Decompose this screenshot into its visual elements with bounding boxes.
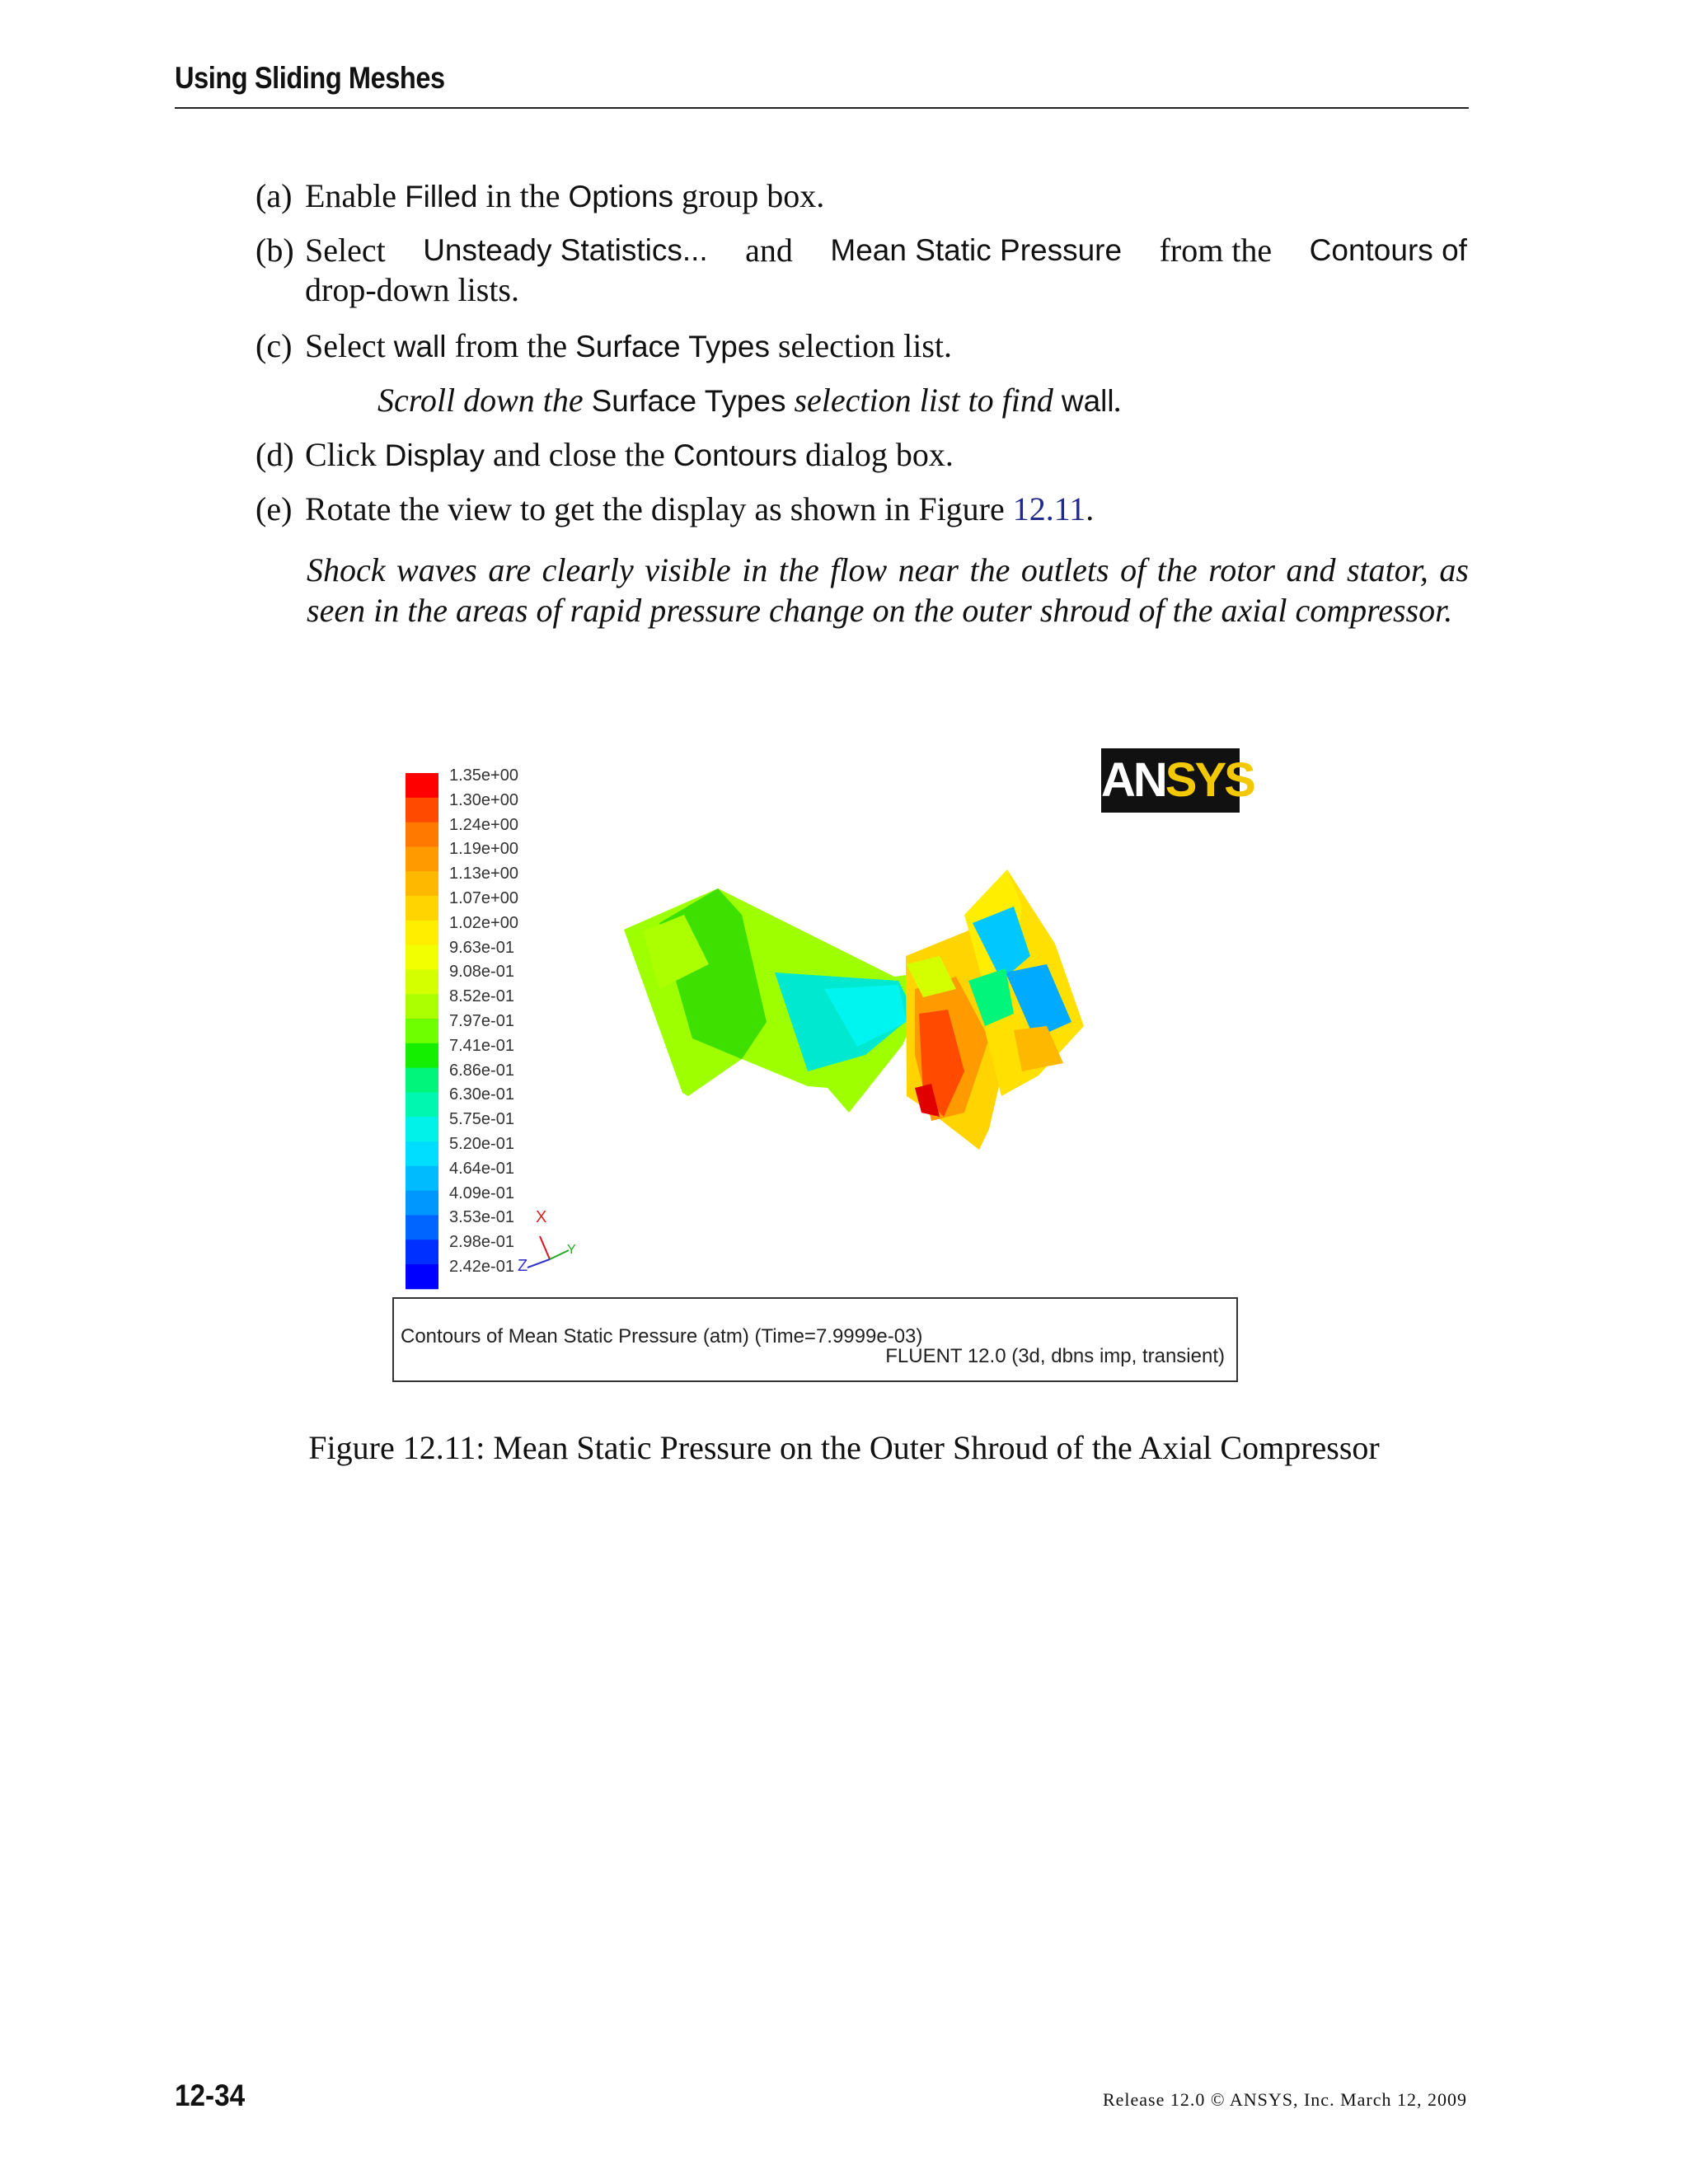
legend-value: 1.35e+00 [449,766,518,785]
legend-swatch [406,1117,438,1141]
figure-caption: Figure 12.11: Mean Static Pressure on the Outer Shroud of the Axial Compressor [308,1429,1380,1466]
legend-value: 3.53e-01 [449,1208,514,1227]
ui-term: Surface Types [591,384,786,418]
legend-value: 1.24e+00 [449,815,518,834]
legend-swatch [406,1141,438,1166]
step-text: dialog box. [796,436,954,473]
legend-value: 1.19e+00 [449,840,518,859]
step-text: . [1085,490,1095,527]
legend-swatch [406,994,438,1019]
legend-value: 2.42e-01 [449,1258,514,1276]
step-text: in the [477,177,569,214]
note-text: Scroll down the [377,382,592,419]
legend-value: 8.52e-01 [449,987,514,1006]
legend-value: 2.98e-01 [449,1233,514,1252]
legend-swatch [406,871,438,896]
color-legend [406,773,438,1289]
ui-term: Surface Types [575,330,770,363]
note-text: . [1114,382,1123,419]
step-label: (c) [256,327,293,364]
step-text: Click [305,436,385,473]
legend-swatch [406,896,438,921]
step-c [256,326,1467,367]
ui-term: Options [568,180,673,213]
legend-value: 6.86e-01 [449,1061,514,1080]
release-footer: Release 12.0 © ANSYS, Inc. March 12, 2009 [1102,2089,1467,2110]
step-label: (a) [256,177,293,214]
legend-value: 5.20e-01 [449,1135,514,1153]
legend-swatch [406,1043,438,1068]
step-e [256,490,1467,529]
step-label: (e) [256,490,293,527]
shock-wave-paragraph: Shock waves are clearly visible in the flow near the outlets of the rotor and stator, as seen in the areas of rapid pressure change on the outer shroud of the axial compressor. [307,551,1469,629]
step-text: and [737,232,801,269]
ui-term: Contours [673,438,797,472]
step-a [256,176,1467,217]
running-header: Using Sliding Meshes [175,61,445,95]
logo-text: ANSYS [1101,753,1254,807]
shroud-contour [624,869,1084,1150]
step-text: selection list. [769,327,953,364]
axis-label-y: Y [567,1243,576,1257]
legend-value: 1.30e+00 [449,790,518,809]
note-text: selection list to find [785,382,1062,419]
legend-swatch [406,773,438,798]
plot-caption-line1: Contours of Mean Static Pressure (atm) (Time=7.9999e-03) [401,1325,923,1347]
legend-value: 6.30e-01 [449,1085,514,1104]
step-text: drop-down lists. [305,271,519,308]
axes-triad [528,1236,569,1268]
legend-swatch [406,1019,438,1043]
step-b [256,231,1467,310]
ui-term: wall [1061,384,1114,418]
header-rule [175,107,1469,109]
legend-value: 4.09e-01 [449,1183,514,1202]
legend-value: 1.13e+00 [449,865,518,883]
ui-term: Contours of [1309,233,1467,267]
step-text: and close the [485,436,673,473]
legend-swatch [406,1215,438,1240]
legend-swatch [406,1068,438,1093]
legend-value: 9.63e-01 [449,938,514,957]
step-text: Select [305,232,394,269]
step-text: Select [305,327,394,364]
step-text: group box. [673,177,825,214]
figure-link[interactable]: 12.11 [1012,490,1086,527]
page-number: 12-34 [175,2079,246,2112]
legend-swatch [406,945,438,970]
scroll-note [377,381,1123,421]
ui-term: Unsteady Statistics... [423,233,708,267]
contour-plot [387,742,1294,1319]
axis-label-x: X [536,1208,547,1226]
legend-swatch [406,798,438,823]
ui-term: Display [384,438,485,472]
legend-value: 9.08e-01 [449,963,514,982]
step-text: Enable [305,177,406,214]
step-label: (d) [256,436,294,473]
plot-caption-line2: FLUENT 12.0 (3d, dbns imp, transient) [885,1345,1225,1367]
legend-swatch [406,1264,438,1289]
legend-swatch [406,1092,438,1117]
legend-value: 1.02e+00 [449,913,518,932]
legend-swatch [406,1166,438,1191]
ui-term: Filled [405,180,478,213]
legend-swatch [406,1240,438,1264]
legend-swatch [406,969,438,994]
ui-term: Mean Static Pressure [830,233,1123,267]
legend-value: 4.64e-01 [449,1159,514,1178]
step-text: from the [1151,232,1281,269]
step-text: Rotate the view to get the display as shown in Figure [305,490,1013,527]
legend-value: 1.07e+00 [449,889,518,907]
ansys-logo [1101,748,1254,813]
step-d [256,435,1467,476]
ui-term: wall [393,330,447,363]
plot-caption-box [392,1297,1238,1382]
axis-label-z: Z [518,1257,528,1275]
step-text: from the [446,327,576,364]
legend-swatch [406,823,438,847]
step-label: (b) [256,232,294,269]
legend-swatch [406,1191,438,1216]
legend-value: 5.75e-01 [449,1110,514,1129]
legend-value: 7.97e-01 [449,1012,514,1030]
legend-value: 7.41e-01 [449,1036,514,1055]
legend-swatch [406,921,438,945]
legend-swatch [406,846,438,871]
